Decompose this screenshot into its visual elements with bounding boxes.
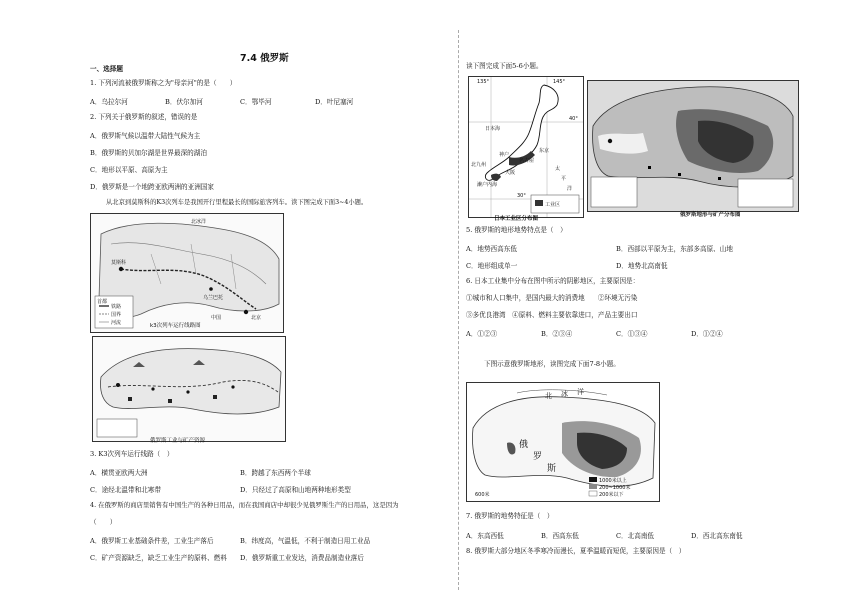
russia-industry-map — [92, 336, 286, 442]
question-5: 5. 俄罗斯的地形地势特点是（ ） — [466, 226, 567, 234]
q7-option-d: D．西北高东南低 — [691, 532, 743, 540]
q3-option-d: D．只经过了高原和山地两种地形类型 — [240, 486, 351, 494]
russia-terrain-minerals-map — [587, 80, 799, 212]
intro-5-6: 读下图完成下面5-6小题。 — [466, 62, 543, 70]
map3-label-30: 30° — [517, 193, 526, 199]
map3-label-40: 40° — [569, 116, 578, 122]
map3-label-tai: 太 — [555, 166, 561, 172]
map1-legend-capital: 首都 — [97, 299, 108, 305]
column-divider — [458, 30, 460, 590]
q7-option-c: C．北高南低 — [616, 532, 655, 540]
question-3: 3. K3次列车运行线路（ ） — [90, 450, 174, 458]
q7-option-b: B．西高东低 — [541, 532, 579, 540]
map3-caption: 日本工业区分布图 — [494, 216, 539, 222]
map1-label-moscow: 莫斯科 — [111, 260, 127, 266]
map1-label-china: 中国 — [211, 315, 222, 321]
question-4: 4. 在俄罗斯的商店里销售有中国生产的各种日用品，而在我国商店中却很少见俄罗斯生产的日用品，这是因为 — [90, 501, 399, 509]
map3-legend-industry: 工业区 — [545, 202, 561, 208]
q5-option-a: A．地势西高东低 — [466, 245, 517, 253]
map3-label-seto-inland-sea: 濑户内海 — [477, 182, 498, 188]
map3-label-145: 145° — [553, 79, 566, 85]
question-8: 8. 俄罗斯大部分地区冬季寒冷而漫长，夏季温暖而短促，主要原因是（ ） — [466, 547, 686, 555]
q4-option-a: A．俄罗斯工业基础条件差，工业生产落后 — [90, 537, 214, 545]
russia-industry-map-drawing — [93, 337, 285, 441]
map5-label-luo: 罗 — [533, 452, 543, 462]
map1-label-ulaanbaatar: 乌兰巴托 — [203, 295, 224, 301]
intro-7-8: 下图示意俄罗斯地形，读图完成下面7-8小题。 — [484, 360, 620, 368]
question-4-bracket: （ ） — [90, 518, 117, 526]
q5-option-c: C．地形组成单一 — [466, 262, 518, 270]
russia-terrain-map — [466, 382, 660, 502]
map3-label-yang: 洋 — [567, 186, 573, 192]
map5-scale: 600米 — [475, 492, 490, 498]
q6-option-b: B．②③④ — [541, 330, 573, 338]
q5-option-d: D．地势北高南低 — [616, 262, 668, 270]
map5-legend-mid: 200~1000米 — [599, 485, 631, 491]
q6-option-a: A．①②③ — [466, 330, 498, 338]
q1-option-c: C．鄂毕河 — [240, 98, 272, 106]
q2-option-a: A．俄罗斯气候以温带大陆性气候为主 — [90, 132, 201, 140]
map1-label-beijing: 北京 — [251, 315, 262, 321]
japan-industry-map-drawing — [469, 77, 583, 217]
q6-option-d: D．①②④ — [691, 330, 723, 338]
q1-option-a: A．乌拉尔河 — [90, 98, 128, 106]
intro-3-4: 从北京到莫斯科的K3次列车是我国开行里程最长的国际旅客列车。读下图完成下面3~4小题。 — [106, 199, 368, 206]
q4-option-d: D．俄罗斯重工业发达，消费品制造业落后 — [240, 554, 364, 562]
question-6: 6. 日本工业集中分布在图中所示的阴影地区，主要原因是： — [466, 277, 640, 285]
question-2: 2. 下列关于俄罗斯的叙述，错误的是 — [90, 113, 198, 121]
map1-legend-river: 河流 — [111, 320, 122, 326]
q4-option-c: C．矿产资源缺乏，缺乏工业生产的原料、燃料 — [90, 554, 227, 562]
q2-option-c: C．地形以平原、高原为主 — [90, 166, 168, 174]
q3-option-a: A．横贯亚欧两大洲 — [90, 469, 148, 477]
q1-option-d: D．叶尼塞河 — [315, 98, 354, 106]
map1-caption: k3次列车运行线路图 — [150, 323, 201, 329]
q5-option-b: B．西部以平原为主，东部多高原、山地 — [616, 245, 733, 253]
map3-label-tokyo: 东京 — [539, 148, 550, 154]
question-1: 1. 下列河流被俄罗斯称之为"母亲河"的是（ ） — [90, 79, 237, 87]
question-7: 7. 俄罗斯的地势特征是（ ） — [466, 512, 554, 520]
q7-option-a: A．东高西低 — [466, 532, 504, 540]
russia-terrain-minerals-map-drawing — [588, 81, 798, 211]
map5-legend-low: 200米以下 — [599, 492, 624, 498]
map5-legend-high: 1000米以上 — [599, 478, 627, 484]
section-heading: 一、选择题 — [90, 65, 123, 73]
q2-option-d: D．俄罗斯是一个地跨亚欧两洲的亚洲国家 — [90, 183, 214, 191]
map3-label-nagoya: 名古屋 — [519, 158, 535, 164]
q3-option-c: C．途经北温带和北寒带 — [90, 486, 161, 494]
q3-option-b: B．跨越了东西两个半球 — [240, 469, 311, 477]
map3-label-ping: 平 — [561, 176, 567, 182]
map5-label-bei: 北 — [545, 392, 552, 400]
map3-label-kitakyushu: 北九州 — [471, 162, 487, 168]
map2-caption: 俄罗斯工业与矿产资源 — [150, 438, 206, 444]
map5-label-yang: 洋 — [577, 388, 584, 396]
page-title: 7.4 俄罗斯 — [240, 53, 289, 64]
map4-caption: 俄罗斯地形与矿产分布图 — [680, 212, 741, 218]
map5-label-e: 俄 — [519, 440, 529, 450]
q6-statement-1: ①城市和人口集中，是国内最大的消费地 ②环境无污染 — [466, 294, 638, 302]
map3-label-kobe: 神户 — [499, 152, 510, 158]
japan-industry-map — [468, 76, 584, 218]
map1-label-arctic: 北冰洋 — [191, 219, 207, 225]
map1-legend-border: 国界 — [111, 312, 122, 318]
map5-label-bing: 冰 — [561, 390, 568, 398]
map3-label-135: 135° — [477, 79, 490, 85]
q6-statement-2: ③多优良港湾 ④原料、燃料主要依靠进口，产品主要出口 — [466, 311, 638, 319]
q6-option-c: C．①③④ — [616, 330, 648, 338]
map1-legend-railway: 铁路 — [111, 304, 122, 310]
q1-option-b: B．伏尔加河 — [165, 98, 203, 106]
map5-label-si: 斯 — [547, 464, 557, 474]
map3-label-sea-of-japan: 日本海 — [485, 126, 501, 132]
k3-route-map — [90, 213, 284, 333]
q2-option-b: B．俄罗斯的贝加尔湖是世界最深的湖泊 — [90, 149, 207, 157]
map3-label-osaka: 大阪 — [505, 170, 516, 176]
q4-option-b: B．纬度高，气温低，不利于制造日用工业品 — [240, 537, 371, 545]
